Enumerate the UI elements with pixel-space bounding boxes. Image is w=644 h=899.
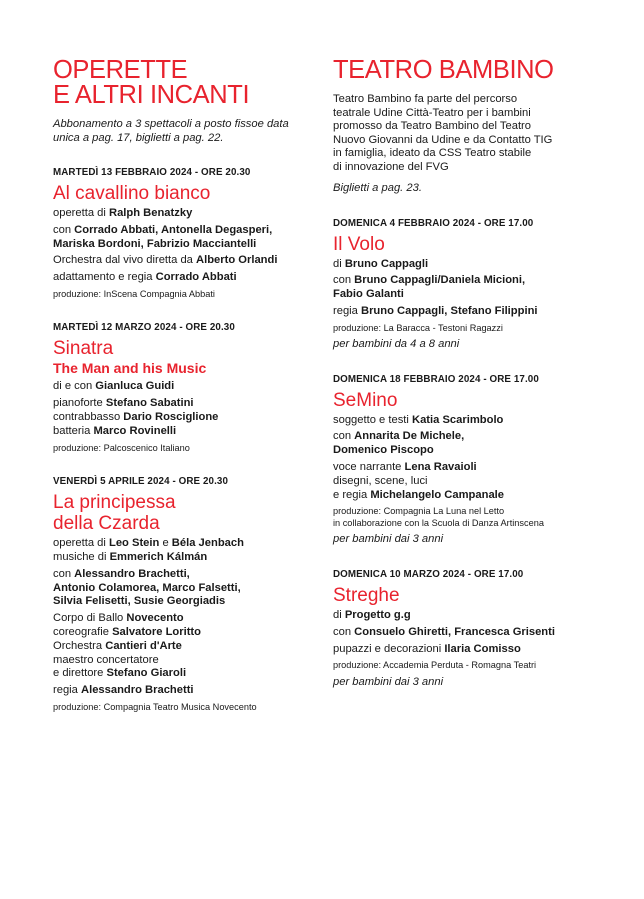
- credit-group: [333, 626, 598, 640]
- event-block: [53, 322, 315, 454]
- credit-name: Stefano Giaroli: [106, 667, 187, 680]
- credit-line: [53, 654, 315, 668]
- credit-name: Alessandro Brachetti: [81, 684, 194, 697]
- credit-role: voce narrante: [333, 461, 405, 474]
- credit-role: regia: [53, 684, 81, 697]
- credit-role: di: [333, 257, 345, 270]
- intro-line: [333, 134, 598, 148]
- event-title-line: Al cavallino bianco: [53, 183, 211, 204]
- credit-line: [53, 551, 315, 565]
- credit-name: Teatro Bambino: [400, 120, 479, 132]
- event-date: DOMENICA 4 FEBBRAIO 2024 - ORE 17.00: [333, 217, 534, 229]
- credit-name: Antonio Colamorea, Marco Falsetti,: [53, 581, 241, 594]
- text-line: TEATRO BAMBINO: [333, 56, 554, 84]
- credit-name: Michelangelo Campanale: [370, 488, 504, 501]
- event-age-range: per bambini da 4 a 8 anni: [333, 338, 460, 351]
- credit-name: di innovazione del FVG: [333, 160, 449, 173]
- teatro-bambino-section-title: [333, 58, 598, 83]
- credit-role: e da: [460, 133, 489, 146]
- credit-role: adattamento e regia: [53, 271, 156, 284]
- credit-group: [53, 380, 315, 394]
- event-production: [333, 323, 598, 335]
- credit-name: Stefano Sabatini: [105, 397, 194, 410]
- credit-name: Novecento: [126, 612, 184, 625]
- credit-name: Progetto g.g: [344, 608, 411, 621]
- event-date: MARTEDÌ 13 FEBBRAIO 2024 - ORE 20.30: [53, 167, 251, 178]
- event-title: [53, 183, 315, 204]
- teatro-bambino-column: [333, 58, 598, 689]
- credit-role: del: [478, 120, 500, 132]
- credit-name: Katia Scarimbolo: [412, 413, 504, 426]
- credit-line: [53, 271, 315, 285]
- credit-role: con: [333, 625, 355, 638]
- credit-role: Orchestra: [53, 639, 106, 652]
- credit-line: [53, 595, 315, 609]
- credit-name: Contatto TIG: [488, 133, 553, 146]
- credit-name: Silvia Felisetti, Susie Georgiadis: [53, 595, 226, 608]
- credit-group: [53, 568, 315, 609]
- credit-name: Domenico Piscopo: [333, 444, 434, 457]
- credit-line: [53, 568, 315, 582]
- credit-name: Gianluca Guidi: [95, 380, 175, 393]
- credit-role: e direttore: [53, 667, 107, 680]
- credit-role: di e con: [53, 380, 96, 393]
- credit-line: [333, 626, 598, 640]
- event-title-line: La principessa: [53, 492, 176, 514]
- event-title-line: della Czarda: [53, 513, 160, 535]
- credit-name: CSS Teatro stabile: [438, 147, 532, 159]
- credit-group: [53, 254, 315, 268]
- event-title: [333, 234, 598, 255]
- event-production: [333, 660, 598, 672]
- text-line: e data unica a pag. 17, biglietti a pag. 22.: [53, 118, 289, 144]
- credit-line: [333, 461, 598, 475]
- event-title: [53, 338, 315, 359]
- credit-role: musiche di: [53, 550, 110, 563]
- operette-events: [53, 167, 315, 713]
- production-line: produzione: La Baracca - Testoni Ragazzi: [333, 322, 503, 333]
- credit-line: [333, 643, 598, 657]
- credit-name: Salvatore Loritto: [112, 625, 201, 638]
- credit-line: [333, 475, 598, 489]
- event-title-line: Il Volo: [333, 233, 385, 255]
- credit-line: [53, 537, 315, 551]
- credit-group: [333, 305, 598, 319]
- intro-line: [333, 93, 598, 107]
- production-line: produzione: Palcoscenico Italiano: [53, 442, 190, 453]
- event-subtitle: The Man and his Music: [53, 360, 207, 377]
- event-date: MARTEDÌ 12 MARZO 2024 - ORE 20.30: [53, 322, 235, 334]
- credit-role: batteria: [53, 424, 94, 437]
- event-production: [333, 506, 598, 529]
- credit-line: [53, 425, 315, 439]
- credit-group: [53, 224, 315, 252]
- credit-name: Teatro Bambino: [333, 93, 412, 105]
- event-block: [53, 167, 315, 300]
- operette-column: [53, 58, 315, 713]
- credit-role: e: [159, 537, 172, 550]
- production-line: produzione: Compagnia Teatro Musica Novecento: [53, 701, 257, 712]
- teatro-bambino-intro: [333, 93, 598, 174]
- credit-role: disegni, scene, luci: [333, 474, 428, 487]
- event-production: [53, 443, 315, 455]
- credit-name: Bruno Cappagli, Stefano Filippini: [361, 304, 538, 317]
- credit-line: [53, 626, 315, 640]
- credit-group: [53, 271, 315, 285]
- event-title: [333, 585, 598, 606]
- credit-name: Annarita De Michele,: [354, 430, 465, 443]
- credit-group: [53, 684, 315, 698]
- credit-line: [53, 207, 315, 221]
- credit-line: [333, 609, 598, 623]
- credit-name: Corrado Abbati, Antonella Degasperi,: [74, 223, 273, 236]
- credit-name: Bruno Cappagli/Daniela Micioni,: [354, 274, 526, 287]
- production-line: produzione: Accademia Perduta - Romagna Teatri: [333, 660, 537, 671]
- event-title-line: SeMino: [333, 389, 398, 411]
- credit-name: Lena Ravaioli: [404, 461, 477, 474]
- credit-name: Emmerich Kálmán: [109, 550, 208, 563]
- credit-line: [53, 380, 315, 394]
- event-date: VENERDÌ 5 APRILE 2024 - ORE 20.30: [53, 476, 228, 488]
- credit-name: Dario Rosciglione: [123, 411, 219, 424]
- credit-group: [53, 612, 315, 681]
- operette-section-title: [53, 58, 315, 108]
- credit-line: [53, 411, 315, 425]
- production-line: in collaborazione con la Scuola di Danza Artinscena: [333, 517, 544, 528]
- credit-role: fa parte del percorso: [411, 93, 518, 105]
- credit-line: [333, 288, 598, 302]
- intro-line: [333, 107, 598, 121]
- credit-role: con: [333, 430, 355, 443]
- credit-name: Alessandro Brachetti,: [74, 567, 190, 580]
- credit-name: Teatro: [499, 120, 531, 132]
- credit-name: Città-Teatro per i bambini: [405, 106, 531, 119]
- credit-role: e regia: [333, 488, 371, 501]
- credit-role: Orchestra dal vivo diretta da: [53, 254, 197, 267]
- event-age-range: per bambini dai 3 anni: [333, 675, 444, 688]
- credit-line: [333, 430, 598, 444]
- credit-name: Ralph Benatzky: [108, 207, 193, 219]
- credit-line: [53, 397, 315, 411]
- credit-line: [53, 684, 315, 698]
- credit-line: [53, 254, 315, 268]
- credit-role: con: [53, 567, 75, 580]
- event-title: [333, 390, 598, 411]
- credit-role: , ideato da: [383, 147, 439, 159]
- credit-line: [53, 640, 315, 654]
- event-production: [53, 702, 315, 714]
- credit-role: regia: [333, 304, 361, 317]
- credit-group: [53, 537, 315, 565]
- credit-group: [333, 609, 598, 623]
- credit-name: Mariska Bordoni, Fabrizio Macciantelli: [53, 237, 257, 250]
- event-title-line: Streghe: [333, 584, 400, 606]
- intro-line: [333, 161, 598, 175]
- teatro-bambino-tickets-note: Biglietti a pag. 23.: [333, 182, 422, 194]
- credit-name: Consuelo Ghiretti, Francesca Grisenti: [354, 625, 555, 638]
- credit-role: con: [333, 274, 355, 287]
- event-block: [333, 374, 598, 547]
- intro-line: [333, 120, 598, 134]
- credit-line: [333, 274, 598, 288]
- credit-group: [333, 643, 598, 657]
- credit-group: [333, 274, 598, 302]
- credit-line: [53, 238, 315, 252]
- credit-name: Alberto Orlandi: [196, 254, 278, 267]
- teatro-bambino-events: [333, 218, 598, 690]
- event-production: [53, 289, 315, 301]
- event-block: [53, 476, 315, 713]
- credit-role: Corpo di Ballo: [53, 612, 127, 625]
- intro-line: [333, 147, 598, 161]
- event-title: [53, 492, 315, 534]
- credit-line: [53, 582, 315, 596]
- credit-name: Cantieri d'Arte: [105, 639, 182, 652]
- event-date: DOMENICA 18 FEBBRAIO 2024 - ORE 17.00: [333, 373, 539, 385]
- production-line: produzione: Compagnia La Luna nel Letto: [333, 506, 505, 517]
- credit-group: [53, 397, 315, 438]
- credit-role: promosso da: [333, 120, 401, 132]
- text-line: Abbonamento a 3 spettacoli a posto fisso: [53, 118, 258, 130]
- event-title-line: Sinatra: [53, 338, 114, 360]
- credit-role: soggetto e testi: [333, 413, 412, 426]
- credit-line: [53, 612, 315, 626]
- credit-line: [53, 667, 315, 681]
- credit-name: Nuovo Giovanni da Udine: [333, 133, 461, 146]
- credit-role: contrabbasso: [53, 411, 124, 424]
- credit-group: [333, 430, 598, 458]
- text-line: OPERETTE: [53, 56, 188, 84]
- credit-line: [333, 258, 598, 272]
- credit-group: [333, 258, 598, 272]
- credit-group: [333, 414, 598, 428]
- credit-group: [333, 461, 598, 502]
- credit-name: Leo Stein: [108, 537, 160, 550]
- event-block: [333, 569, 598, 689]
- credit-role: coreografie: [53, 625, 113, 638]
- event-block: [333, 218, 598, 352]
- credit-role: di: [333, 608, 345, 621]
- operette-intro: [53, 118, 315, 145]
- credit-line: [333, 489, 598, 503]
- credit-role: con: [53, 223, 75, 236]
- credit-name: Béla Jenbach: [171, 537, 244, 550]
- credit-role: operetta di: [53, 537, 109, 550]
- credit-line: [53, 224, 315, 238]
- credit-role: pupazzi e decorazioni: [333, 642, 445, 655]
- credit-group: [53, 207, 315, 221]
- credit-name: in famiglia: [333, 147, 384, 159]
- credit-line: [333, 444, 598, 458]
- credit-name: Bruno Cappagli: [344, 257, 429, 270]
- text-line: E ALTRI INCANTI: [53, 81, 250, 109]
- credit-name: Corrado Abbati: [155, 271, 237, 284]
- credit-name: Marco Rovinelli: [93, 424, 177, 437]
- credit-role: teatrale Udine: [333, 106, 406, 119]
- credit-line: [333, 305, 598, 319]
- production-line: produzione: InScena Compagnia Abbati: [53, 288, 215, 299]
- credit-role: pianoforte: [53, 397, 106, 410]
- event-date: DOMENICA 10 MARZO 2024 - ORE 17.00: [333, 568, 524, 580]
- credit-role: maestro concertatore: [53, 653, 159, 666]
- credit-line: [333, 414, 598, 428]
- credit-name: Fabio Galanti: [333, 288, 404, 301]
- credit-name: Ilaria Comisso: [444, 642, 521, 655]
- event-age-range: per bambini dai 3 anni: [333, 533, 444, 546]
- credit-role: operetta di: [53, 207, 109, 219]
